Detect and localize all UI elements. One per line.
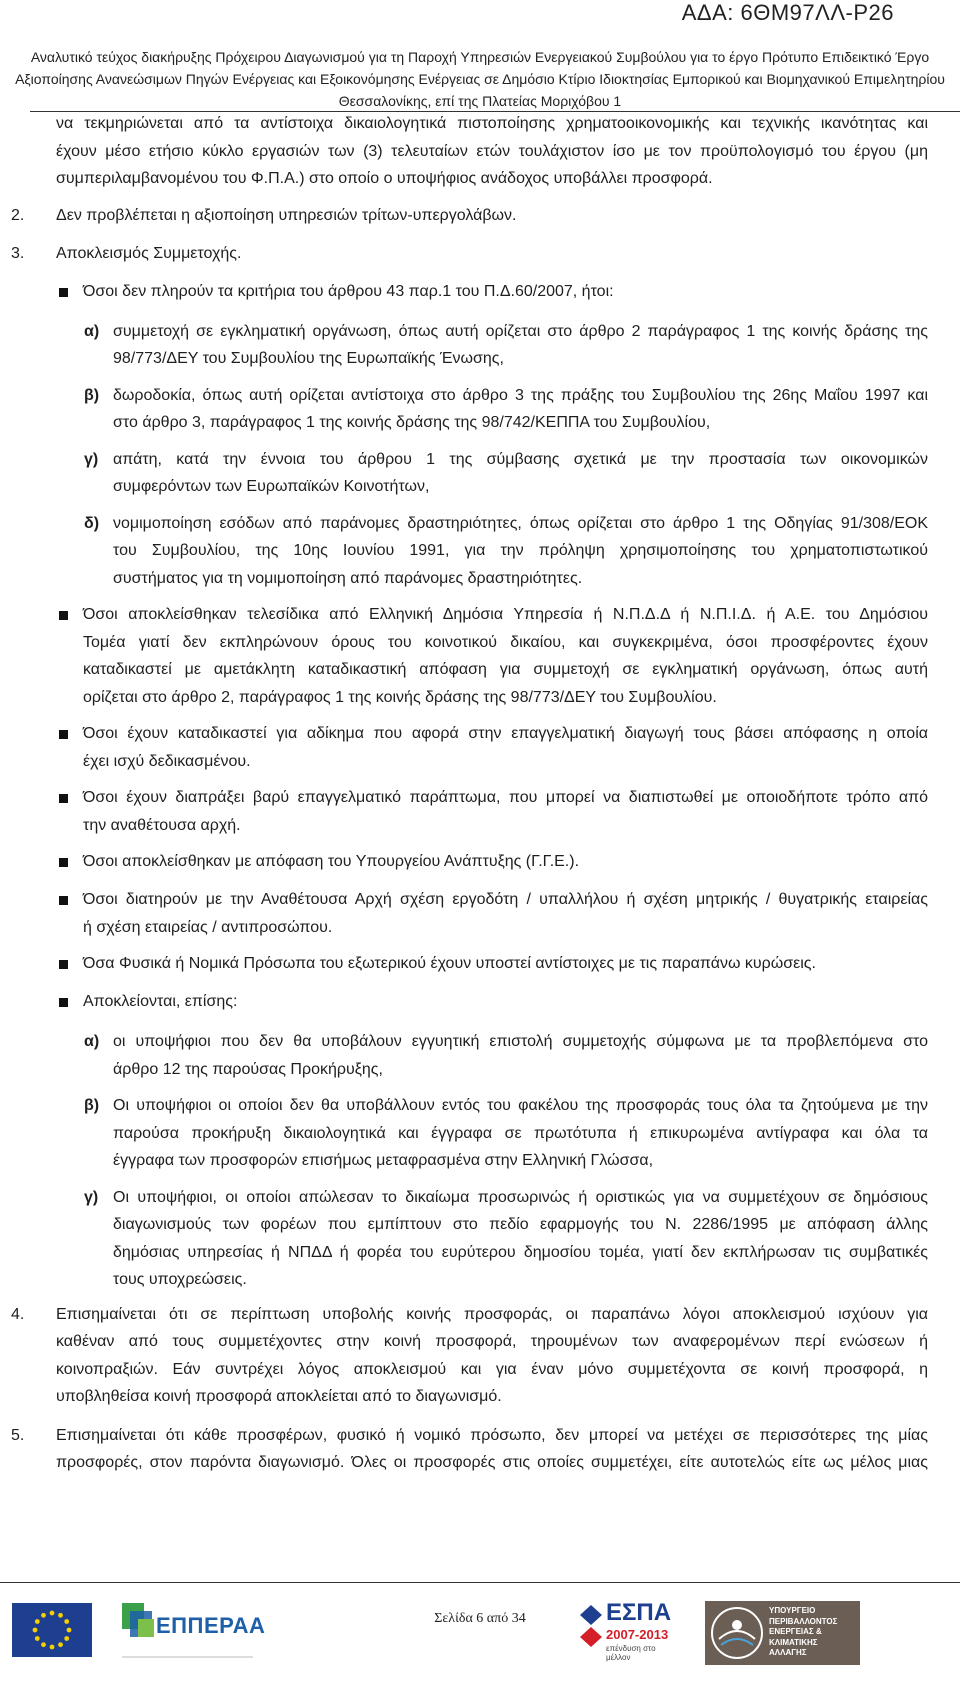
ministry-line: ΕΝΕΡΓΕΙΑΣ & [769, 1627, 822, 1636]
text-line: Όσοι αποκλείσθηκαν με απόφαση του Υπουργείου Ανάπτυξης (Γ.Γ.Ε.). [83, 853, 580, 870]
text-line: Επισημαίνεται ότι σε περίπτωση υποβολής κοινής προσφοράς, οι παραπάνω λόγοι αποκλεισμού ισχύουν για [56, 1305, 928, 1323]
square-bullet-icon [59, 960, 68, 969]
ada-code: ΑΔΑ: 6ΘΜ97ΛΛ-Ρ26 [681, 0, 894, 25]
espa-years: 2007-2013 [606, 1627, 669, 1642]
text-line: Όσα Φυσικά ή Νομικά Πρόσωπα του εξωτερικού έχουν υποστεί αντίστοιχες με τις παραπάνω κυρώσεις. [83, 955, 816, 972]
text-line: Όσοι αποκλείσθηκαν τελεσίδικα από Ελληνική Δημόσια Υπηρεσία ή Ν.Π.Δ.Δ ή Ν.Π.Ι.Δ. ή Α.Ε. του Δημόσιου [83, 606, 928, 623]
espa-emblem-icon [578, 1603, 604, 1649]
ministry-logo [705, 1601, 860, 1665]
text-line: συμφερόντων των Ευρωπαϊκών Κοινοτήτων, [113, 478, 430, 495]
item-number: 2. [11, 206, 25, 224]
ministry-line: ΑΛΛΑΓΗΣ [769, 1648, 807, 1657]
espa-name: ΕΣΠΑ [606, 1599, 672, 1626]
sub-item-label: α) [84, 1033, 100, 1050]
sub-item-b [84, 384, 928, 436]
text-line: άρθρο 12 της παρούσας Προκήρυξης, [113, 1060, 383, 1078]
text-line: συμμετοχή σε εγκληματική οργάνωση, όπως αυτή ορίζεται στο άρθρο 2 παράγραφος 1 της κοινής δράσης της [113, 322, 928, 340]
square-bullet-icon [59, 858, 68, 867]
text-line: έχει ισχύ δεδικασμένου. [83, 752, 251, 770]
footer-rule [0, 1582, 960, 1583]
bullet-item [83, 850, 928, 874]
item-text: Αποκλεισμός Συμμετοχής. [56, 244, 242, 262]
bullet-item [83, 786, 928, 838]
text-line: Όσοι έχουν διαπράξει βαρύ επαγγελματικό παράπτωμα, που μπορεί να διαπιστωθεί με οποιοδήποτε τρόπο από [83, 789, 928, 806]
ministry-line: ΠΕΡΙΒΑΛΛΟΝΤΟΣ [769, 1616, 838, 1626]
text-line: απάτη, κατά την έννοια του άρθρου 1 της σύμβασης σχετικά με την προστασία των οικονομικών [113, 450, 928, 468]
sub-item-c [84, 448, 928, 500]
text-line: Οι υποψήφιοι οι οποίοι δεν θα υποβάλλουν εντός του φακέλου της προσφοράς τους όλα τα ζητούμενα με την [113, 1097, 928, 1114]
espa-logo [578, 1599, 678, 1661]
numbered-item-5 [11, 1424, 928, 1476]
document-body [0, 112, 960, 1476]
sub-item-label: β) [84, 1097, 100, 1114]
text-line: υποβληθείσα κοινή προσφορά αποκλείεται από το διαγωνισμό. [56, 1388, 502, 1405]
text-line: Όσοι έχουν καταδικαστεί για αδίκημα που αφορά στην επαγγελματική διαγωγή τους βάσει απόφασης η οποία [83, 725, 928, 742]
sub-item-label: α) [84, 322, 100, 340]
item-text: Δεν προβλέπεται η αξιοποίηση υπηρεσιών τρίτων-υπεργολάβων. [56, 206, 517, 224]
bullet-item [83, 990, 928, 1014]
ministry-line: ΥΠΟΥΡΓΕΙΟ [769, 1606, 816, 1615]
item-number: 4. [11, 1305, 25, 1323]
text-line: την αναθέτουσα αρχή. [83, 816, 241, 834]
square-bullet-icon [59, 730, 68, 739]
sub-item-label: γ) [84, 1188, 99, 1206]
sub-item-label: δ) [84, 514, 100, 532]
item-number: 5. [11, 1426, 25, 1444]
bullet-item [83, 888, 928, 940]
text-line: καθέναν από τους συμμετέχοντες στην κοινή προσφορά, τηρουμένων των αναφερομένων περί ενώσεων ή [56, 1333, 928, 1350]
text-line: οι υποψήφιοι που δεν θα υποβάλουν εγγυητική επιστολή συμμετοχής σύμφωνα με τα προβλεπόμενα στο [113, 1033, 928, 1050]
sub-item-a [84, 1030, 928, 1082]
text-line: καταδικαστεί με αμετάκλητη καταδικαστική απόφαση για συμμετοχή σε εγκληματική οργάνωση, όπως αυτή [83, 661, 928, 678]
text-line: δημόσιας υπηρεσίας ή ΝΠΔΔ ή φορέα του ευρύτερου δημοσίου τομέα, γιατί δεν εκπλήρωσαν τις συμβατικές [113, 1243, 928, 1261]
text-line: Όσοι διατηρούν με την Αναθέτουσα Αρχή σχέση εργοδότη / υπαλλήλου ή σχέση μητρικής / θυγατρικής εταιρείας [83, 891, 928, 908]
ministry-text [769, 1606, 837, 1659]
sub-item-c [84, 1186, 928, 1293]
square-bullet-icon [59, 896, 68, 905]
text-line: νομιμοποίηση εσόδων από παράνομες δραστηριότητες, όπως ορίζεται στο άρθρο 1 της Οδηγίας 91/308/ΕΟΚ [113, 514, 928, 532]
sub-item-d [84, 512, 928, 592]
numbered-item-2 [0, 204, 960, 228]
bullet-text: Όσοι δεν πληρούν τα κριτήρια του άρθρου 43 παρ.1 του Π.Δ.60/2007, ήτοι: [83, 282, 614, 300]
text-line: Αποκλείονται, επίσης: [83, 993, 238, 1010]
bullet-item [83, 722, 928, 774]
header-line-1: Αναλυτικό τεύχος διακήρυξης Πρόχειρου Διαγωνισμού για τη Παροχή Υπηρεσιών Ενεργειακού Συμβούλου για το έργο Πρότυπο Επιδεικτικό Έργο [30, 49, 930, 65]
text-line: διαγωνισμούς των φορέων που εμπίπτουν στο πεδίο εφαρμογής του Ν. 2286/1995 με απόφαση άλλης [113, 1216, 928, 1233]
text-line: στο άρθρο 3, παράγραφος 1 της κοινής δράσης της 98/742/ΚΕΠΠΑ του Συμβουλίου, [113, 414, 711, 431]
sub-item-a [84, 320, 928, 372]
ministry-line: ΚΛΙΜΑΤΙΚΗΣ [769, 1637, 818, 1647]
sub-item-b [84, 1094, 928, 1174]
item-number: 3. [11, 244, 25, 262]
header-line-2: Αξιοποίησης Ανανεώσιμων Πηγών Ενέργειας και Εξοικονόμησης Ενέργειας σε Δημόσιο Κτίριο Ιδιοκτησίας Εμπορικού και Βιομηχανικού Επιμελητηρίου [15, 71, 945, 87]
square-bullet-icon [59, 611, 68, 620]
text-line: συστήματος για τη νομιμοποίηση από παράνομες δραστηριότητες. [113, 569, 583, 587]
header-line-3: Θεσσαλονίκης, επί της Πλατείας Μοριχόβου 1 [338, 93, 622, 109]
text-line: τους υποχρεώσεις. [113, 1271, 247, 1288]
text-line: Τομέα γιατί δεν εκπληρώνουν όρους του κοινοτικού δικαίου, και συγκεκριμένα, όσοι προσφέροντες έχουν [83, 633, 928, 651]
text-line: Επισημαίνεται ότι κάθε προσφέρων, φυσικό ή νομικό πρόσωπο, δεν μπορεί να μετέχει σε περισσότερες της μίας [56, 1426, 928, 1444]
square-bullet-icon [59, 794, 68, 803]
text-line: συμπεριλαμβανομένου του Φ.Π.Α.) στο οποίο ο υποψήφιος ανάδοχος υποβάλλει προσφορά. [56, 170, 713, 187]
sub-item-label: β) [84, 386, 100, 404]
bullet-item [0, 280, 960, 304]
text-line: ορίζεται στο άρθρο 2, παράγραφος 1 της κοινής δράσης της 98/773/ΔΕΥ του Συμβουλίου. [83, 688, 717, 706]
page-number: Σελίδα 6 από 34 [434, 1611, 526, 1626]
square-bullet-icon [59, 998, 68, 1007]
text-line: έγγραφα των προσφορών επισήμως μεταφρασμένα στην Ελληνική Γλώσσα, [113, 1152, 654, 1169]
sub-item-label: γ) [84, 450, 99, 468]
ministry-emblem-icon [709, 1605, 765, 1661]
bullet-item [83, 603, 928, 710]
numbered-item-4 [11, 1303, 928, 1410]
text-line: ή σχέση εταιρείας / αντιπροσώπου. [83, 918, 333, 936]
intro-paragraph [56, 112, 928, 192]
text-line: προσφορές, στον παρόντα διαγωνισμό. Όλες οι προσφορές στις οποίες συμμετέχει, είτε αυτοτελώς είτε ως μέλος μιας [56, 1454, 928, 1471]
text-line: 98/773/ΔΕΥ του Συμβουλίου της Ευρωπαϊκής Ένωσης, [113, 350, 504, 367]
epperaa-logo [120, 1601, 266, 1661]
text-line: δωροδοκία, όπως αυτή ορίζεται αντίστοιχα στο άρθρο 3 της πράξης του Συμβουλίου της 26ης Μαΐου 1997 και [113, 386, 928, 404]
text-line: παρούσα προκήρυξη δικαιολογητικά και έγγραφα σε πρωτότυπα ή επικυρωμένα αντίγραφα και όλα τα [113, 1124, 928, 1142]
numbered-item-3 [0, 242, 960, 266]
text-line: κοινοπραξιών. Εάν συντρέχει λόγος αποκλεισμού και για έναν μόνο συμμετέχοντα σε κοινή προσφορά, η [56, 1360, 928, 1378]
square-bullet-icon [59, 288, 68, 297]
text-line: έχουν μέσο ετήσιο κύκλο εργασιών των (3) τελευταίων ετών τουλάχιστον ίσο με τον προϋπολογισμό του έργου (μη [56, 142, 928, 160]
text-line: να τεκμηριώνεται από τα αντίστοιχα δικαιολογητικά πιστοποίησης χρηματοοικονομικής και τεχνικής ικανότητας και [56, 115, 928, 132]
bullet-item [83, 952, 928, 976]
epperaa-name: ΕΠΠΕΡΑΑ [156, 1613, 266, 1638]
text-line: Οι υποψήφιοι, οι οποίοι απώλεσαν το δικαίωμα προσωρινώς ή οριστικώς για να συμμετέχουν σε δημόσιους [113, 1188, 928, 1206]
espa-tagline: επένδυση στο μέλλον [606, 1644, 656, 1662]
text-line: του Συμβουλίου, της 10ης Ιουνίου 1991, για την πρόληψη χρησιμοποίησης του χρηματοπιστωτικού [113, 542, 928, 559]
